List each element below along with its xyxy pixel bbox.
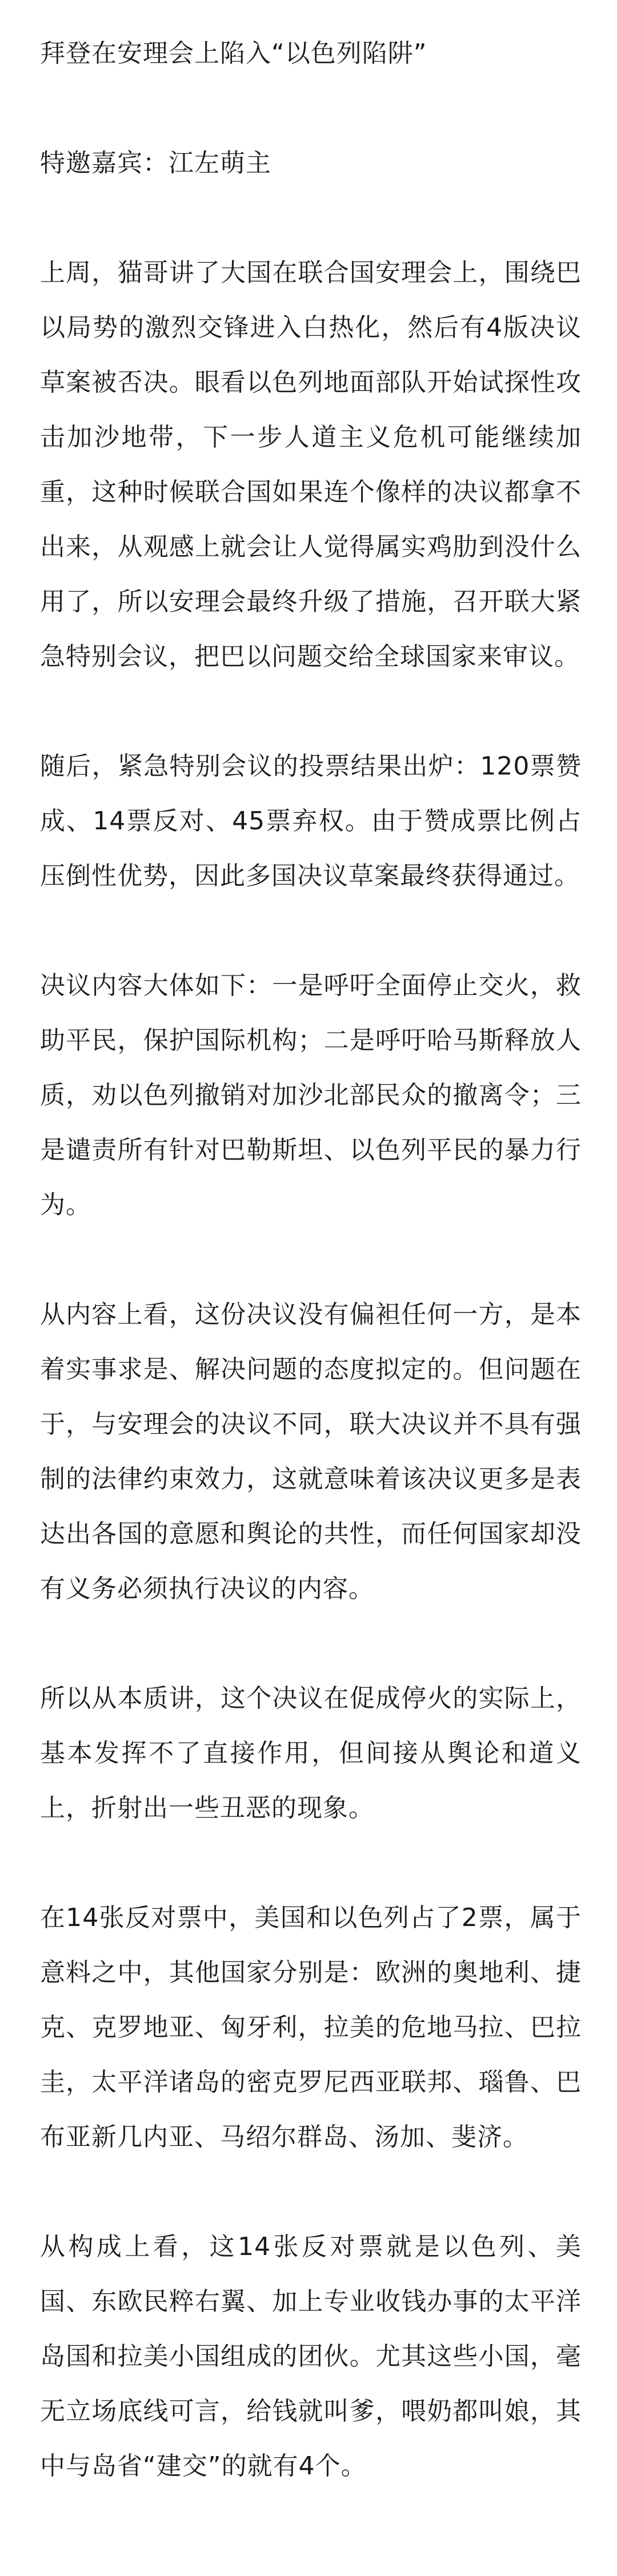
paragraph: 决议内容大体如下：一是呼吁全面停止交火，救助平民，保护国际机构；二是呼吁哈马斯释放人质，劝以色列撤销对加沙北部民众的撤离令；三是谴责所有针对巴勒斯坦、以色列平民的暴力行为。 xyxy=(40,971,582,1219)
spacer xyxy=(40,684,582,739)
spacer xyxy=(40,1616,582,1671)
spacer xyxy=(40,904,582,958)
spacer xyxy=(40,81,582,136)
paragraph: 从构成上看，这14张反对票就是以色列、美国、东欧民粹右翼、加上专业收钱办事的太平洋岛国和拉美小国组成的团伙。尤其这些小国，毫无立场底线可言，给钱就叫爹，喂奶都叫娘，其中与岛省“建交”的就有4个。 xyxy=(40,2232,582,2481)
spacer xyxy=(40,1836,582,1891)
paragraph: 所以从本质讲，这个决议在促成停火的实际上，基本发挥不了直接作用，但间接从舆论和道义上，折射出一些丑恶的现象。 xyxy=(40,1684,582,1823)
paragraph: 随后，紧急特别会议的投票结果出炉：120票赞成、14票反对、45票弃权。由于赞成票比例占压倒性优势，因此多国决议草案最终获得通过。 xyxy=(40,752,582,890)
spacer xyxy=(40,2165,582,2220)
article-title: 拜登在安理会上陷入“以色列陷阱” xyxy=(40,39,427,68)
paragraph: 上周，猫哥讲了大国在联合国安理会上，围绕巴以局势的激烈交锋进入白热化，然后有4版决议草案被否决。眼看以色列地面部队开始试探性攻击加沙地带，下一步人道主义危机可能继续加重，这种时候联合国如果连个像样的决议都拿不出来，从观感上就会让人觉得属实鸡肋到没什么用了，所以安理会最终升级了措施，召开联大紧急特别会议，把巴以问题交给全球国家来审议。 xyxy=(40,258,582,671)
paragraph: 从内容上看，这份决议没有偏袒任何一方，是本着实事求是、解决问题的态度拟定的。但问题在于，与安理会的决议不同，联大决议并不具有强制的法律约束效力，这就意味着该决议更多是表达出各国的意愿和舆论的共性，而任何国家却没有义务必须执行决议的内容。 xyxy=(40,1300,582,1603)
paragraph: 在14张反对票中，美国和以色列占了2票，属于意料之中，其他国家分别是：欧洲的奥地利、捷克、克罗地亚、匈牙利，拉美的危地马拉、巴拉圭，太平洋诸岛的密克罗尼西亚联邦、瑙鲁、巴布亚新几内亚、马绍尔群岛、汤加、斐济。 xyxy=(40,1903,582,2152)
spacer xyxy=(40,1233,582,1287)
spacer xyxy=(40,191,582,246)
guest-line: 特邀嘉宾：江左萌主 xyxy=(40,149,271,178)
